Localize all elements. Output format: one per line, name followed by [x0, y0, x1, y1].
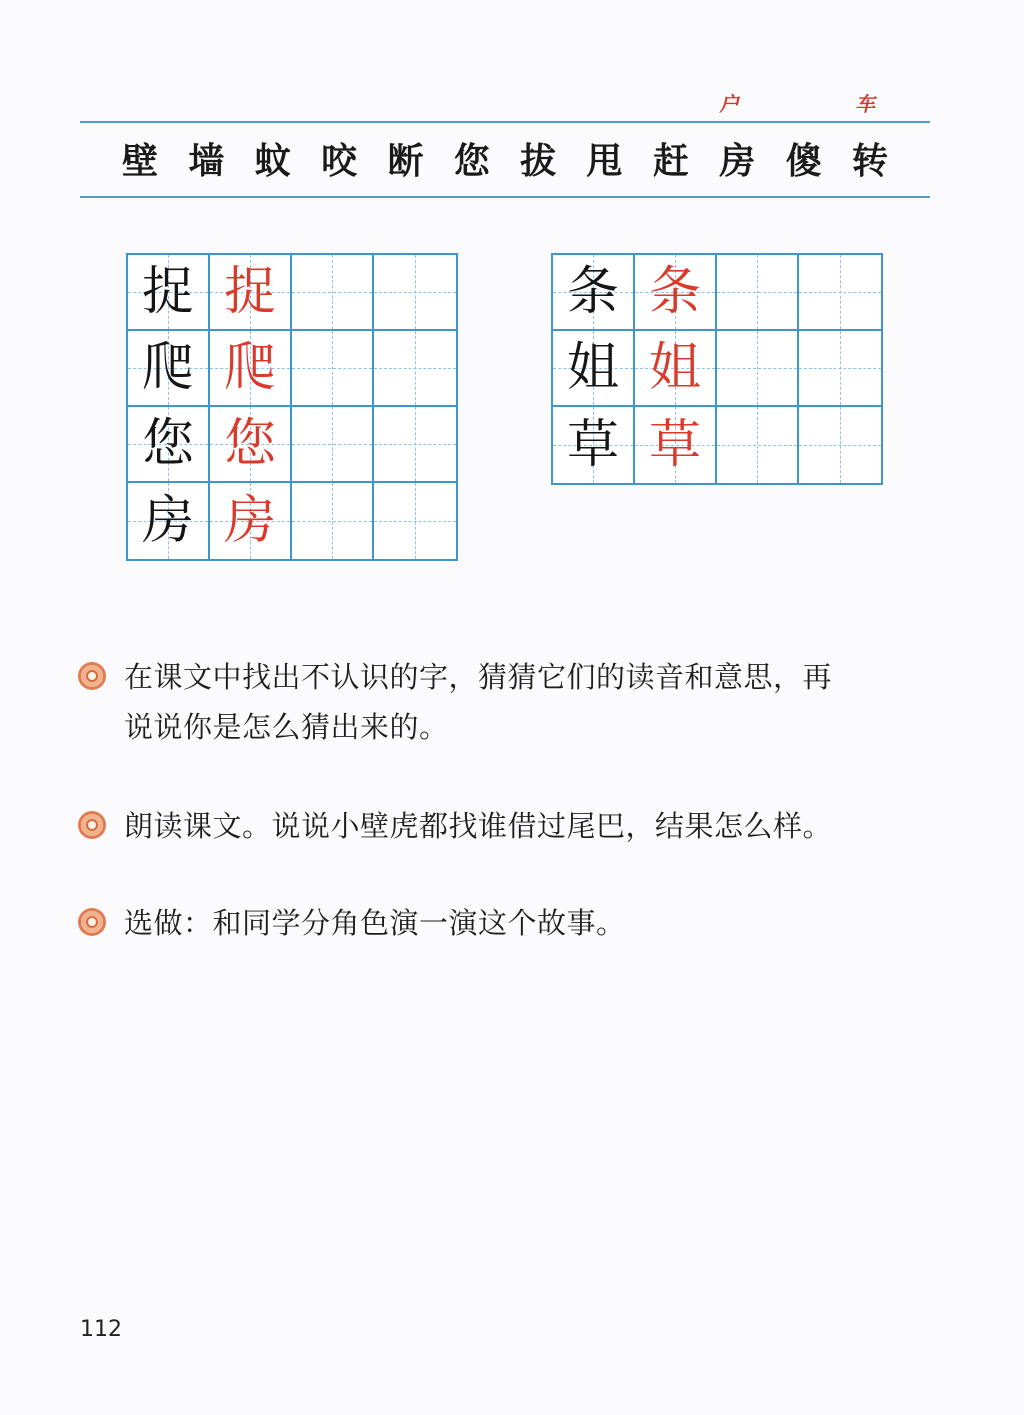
- grid-cell: [553, 331, 635, 407]
- grid-cell-empty[interactable]: [292, 255, 374, 331]
- grid-cell-empty[interactable]: [292, 331, 374, 407]
- model-character: 草: [566, 415, 619, 475]
- grid-cell: [210, 483, 292, 559]
- page-number: 112: [80, 1317, 122, 1342]
- grid-cell: [128, 483, 210, 559]
- recognition-character: 墙: [188, 140, 225, 182]
- grid-cell-empty[interactable]: [717, 331, 799, 407]
- trace-character: 捉: [223, 262, 276, 322]
- trace-character: 草: [648, 415, 701, 475]
- grid-cell: [553, 255, 635, 331]
- recognition-character: 房: [719, 140, 756, 182]
- recognition-character: 咬: [321, 140, 358, 182]
- grid-cell-empty[interactable]: [717, 407, 799, 483]
- grid-cell-empty[interactable]: [374, 255, 456, 331]
- grid-cell-empty[interactable]: [799, 255, 881, 331]
- recognition-character-row: [100, 136, 910, 186]
- task-item: [78, 898, 938, 948]
- task-text: [124, 898, 626, 948]
- task-text: [124, 652, 832, 752]
- model-character: 爬: [141, 338, 194, 398]
- recognition-character: 断: [387, 140, 424, 182]
- model-character: 条: [566, 262, 619, 322]
- grid-cell-empty[interactable]: [374, 483, 456, 559]
- recognition-character: 您: [453, 140, 490, 182]
- grid-cell-empty[interactable]: [799, 407, 881, 483]
- grid-cell-empty[interactable]: [717, 255, 799, 331]
- recognition-character: 傻: [785, 140, 822, 182]
- grid-cell: [635, 407, 717, 483]
- seal-bullet-icon: [78, 908, 106, 936]
- grid-cell: [210, 407, 292, 483]
- task-item: [78, 801, 938, 851]
- model-character: 房: [141, 491, 194, 551]
- header-bottom-rule: [80, 196, 930, 198]
- seal-bullet-icon: [78, 662, 106, 690]
- recognition-character: 壁: [122, 140, 159, 182]
- grid-cell-empty[interactable]: [374, 331, 456, 407]
- grid-cell-empty[interactable]: [799, 331, 881, 407]
- task-line: 说说你是怎么猜出来的。: [124, 710, 449, 744]
- trace-character: 您: [223, 414, 276, 474]
- trace-character: 姐: [648, 338, 701, 398]
- task-line: 选做：和同学分角色演一演这个故事。: [124, 906, 626, 940]
- recognition-character: 蚊: [254, 140, 291, 182]
- writing-grid-right: [551, 253, 883, 485]
- recognition-character: 转: [851, 140, 888, 182]
- hint-character: 车: [854, 92, 880, 116]
- model-character: 捉: [141, 262, 194, 322]
- task-line: 朗读课文。说说小壁虎都找谁借过尾巴，结果怎么样。: [124, 809, 833, 843]
- trace-character: 房: [223, 491, 276, 551]
- grid-cell: [635, 255, 717, 331]
- trace-character: 爬: [223, 338, 276, 398]
- grid-cell: [210, 331, 292, 407]
- header-top-rule: [80, 121, 930, 123]
- task-text: [124, 801, 832, 851]
- trace-character: 条: [648, 262, 701, 322]
- grid-cell: [553, 407, 635, 483]
- grid-cell: [128, 407, 210, 483]
- hint-character: 户: [718, 92, 744, 116]
- grid-cell: [128, 331, 210, 407]
- recognition-character: 拔: [520, 140, 557, 182]
- grid-cell: [635, 331, 717, 407]
- grid-cell: [128, 255, 210, 331]
- task-line: 在课文中找出不认识的字，猜猜它们的读音和意思，再: [124, 660, 833, 694]
- model-character: 姐: [566, 338, 619, 398]
- grid-cell: [210, 255, 292, 331]
- grid-cell-empty[interactable]: [292, 483, 374, 559]
- grid-cell-empty[interactable]: [292, 407, 374, 483]
- model-character: 您: [141, 414, 194, 474]
- grid-cell-empty[interactable]: [374, 407, 456, 483]
- task-item: [78, 652, 938, 752]
- seal-bullet-icon: [78, 811, 106, 839]
- recognition-character: 赶: [652, 140, 689, 182]
- recognition-character: 甩: [586, 140, 623, 182]
- writing-grid-left: [126, 253, 458, 561]
